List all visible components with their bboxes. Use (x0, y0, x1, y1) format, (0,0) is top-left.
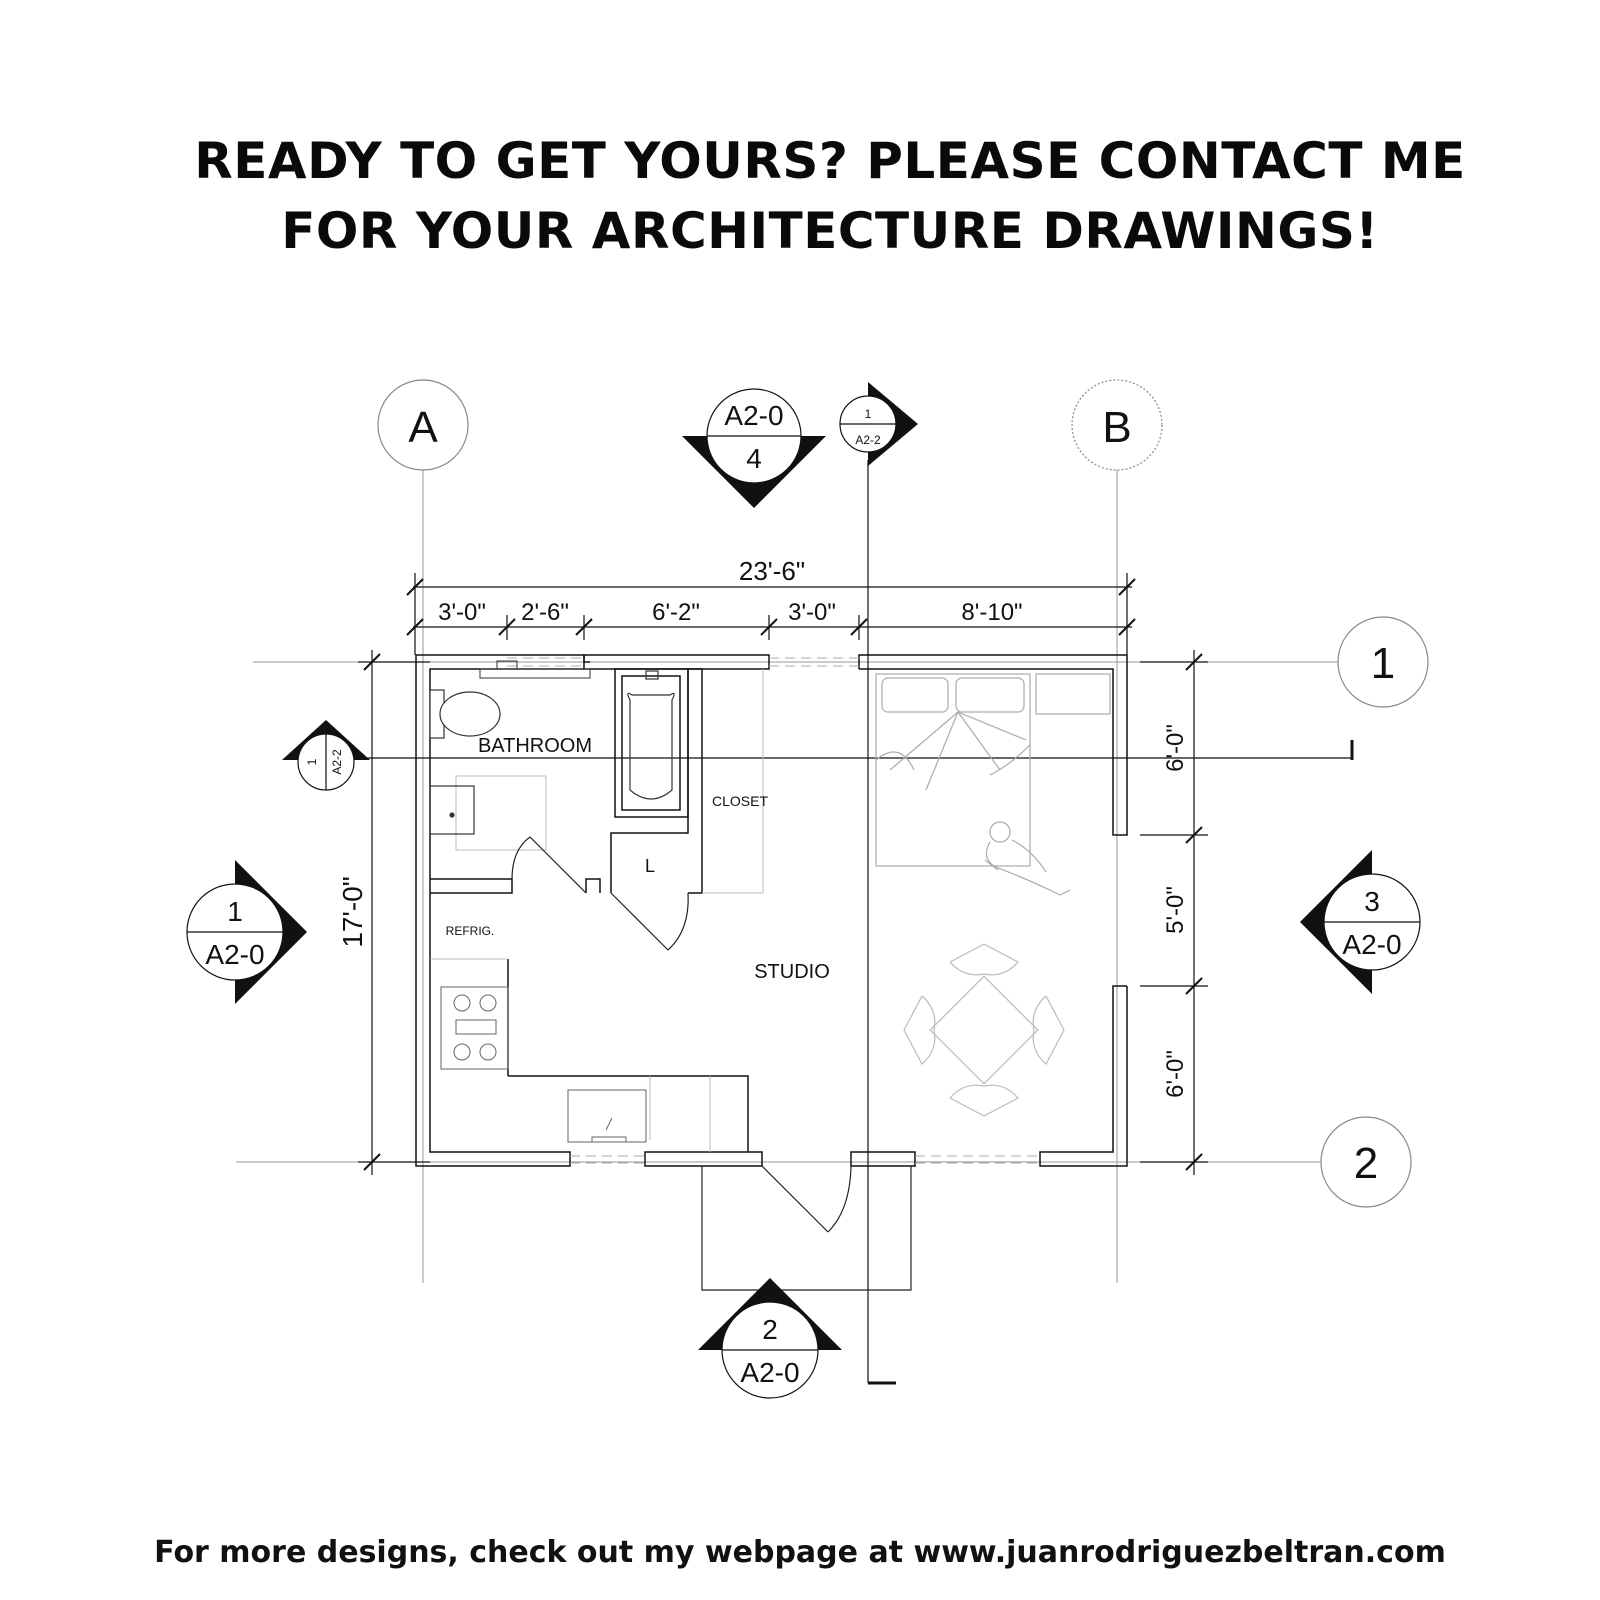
towel-bar (480, 661, 590, 678)
dim-overall-depth: 17'-0" (337, 876, 368, 948)
headline-line-1: READY TO GET YOURS? PLEASE CONTACT ME (194, 132, 1466, 190)
dim-right-2: 5'-0" (1162, 886, 1189, 934)
room-label-linen: L (644, 856, 656, 876)
svg-text:1: 1 (227, 896, 243, 927)
svg-text:1: 1 (864, 407, 872, 421)
room-label-refrig: REFRIG. (445, 924, 495, 938)
svg-text:A: A (408, 403, 438, 452)
entry-door (762, 1166, 851, 1232)
elevation-marker-bottom (698, 1278, 842, 1398)
section-lines (344, 460, 1352, 1383)
svg-text:3: 3 (1364, 886, 1380, 917)
headline-line-2: FOR YOUR ARCHITECTURE DRAWINGS! (281, 202, 1379, 260)
dim-top-3: 6'-2" (652, 599, 700, 626)
porch (702, 1166, 911, 1290)
svg-text:4: 4 (746, 443, 762, 474)
svg-text:A2-2: A2-2 (330, 749, 344, 775)
dim-top-5: 8'-10" (961, 599, 1023, 626)
room-label-studio: STUDIO (754, 961, 830, 983)
dim-top-1: 3'-0" (438, 599, 486, 626)
dimension-ticks (364, 579, 1202, 1170)
svg-text:A2-0: A2-0 (724, 400, 784, 431)
exterior-walls (416, 655, 1127, 1166)
window-openings (507, 658, 1040, 1163)
svg-text:A2-2: A2-2 (855, 433, 881, 447)
dim-right-1: 6'-0" (1162, 724, 1189, 772)
elevation-marker-right (1300, 850, 1420, 994)
stove (441, 987, 508, 1069)
svg-text:2: 2 (1353, 1139, 1379, 1188)
elevation-marker-top (682, 389, 826, 508)
dining-table (904, 944, 1064, 1116)
bathroom-door (512, 837, 586, 893)
toilet (430, 690, 500, 738)
linen-door (611, 893, 688, 950)
svg-text:1: 1 (1370, 639, 1396, 688)
svg-text:B: B (1102, 403, 1132, 452)
kitchen-sink (568, 1090, 646, 1142)
bathroom-sink (430, 786, 474, 834)
elevation-marker-left (187, 860, 307, 1004)
grid-bubble-b (1072, 380, 1162, 470)
grid-bubble-2 (1321, 1117, 1411, 1207)
person-figure (985, 822, 1070, 895)
room-label-bathroom: BATHROOM (477, 735, 593, 757)
bathtub (628, 671, 674, 799)
grid-bubble-1 (1338, 617, 1428, 707)
svg-text:1: 1 (305, 758, 319, 766)
svg-text:A2-0: A2-0 (205, 939, 265, 970)
room-label-closet: CLOSET (711, 793, 769, 809)
dim-top-4: 3'-0" (788, 599, 836, 626)
svg-text:A2-0: A2-0 (1342, 929, 1402, 960)
dim-top-2: 2'-6" (521, 599, 569, 626)
section-marker-top (840, 382, 918, 466)
dimension-lines (358, 573, 1208, 1175)
footer-website-note: For more designs, check out my webpage at www.juanrodriguezbeltran.com (154, 1535, 1446, 1570)
bed (876, 674, 1110, 866)
section-marker-left (282, 720, 370, 790)
grid-bubble-a (378, 380, 468, 470)
dim-right-3: 6'-0" (1162, 1050, 1189, 1098)
dim-overall-width: 23'-6" (738, 556, 806, 586)
svg-text:A2-0: A2-0 (740, 1357, 800, 1388)
svg-text:2: 2 (762, 1314, 778, 1345)
